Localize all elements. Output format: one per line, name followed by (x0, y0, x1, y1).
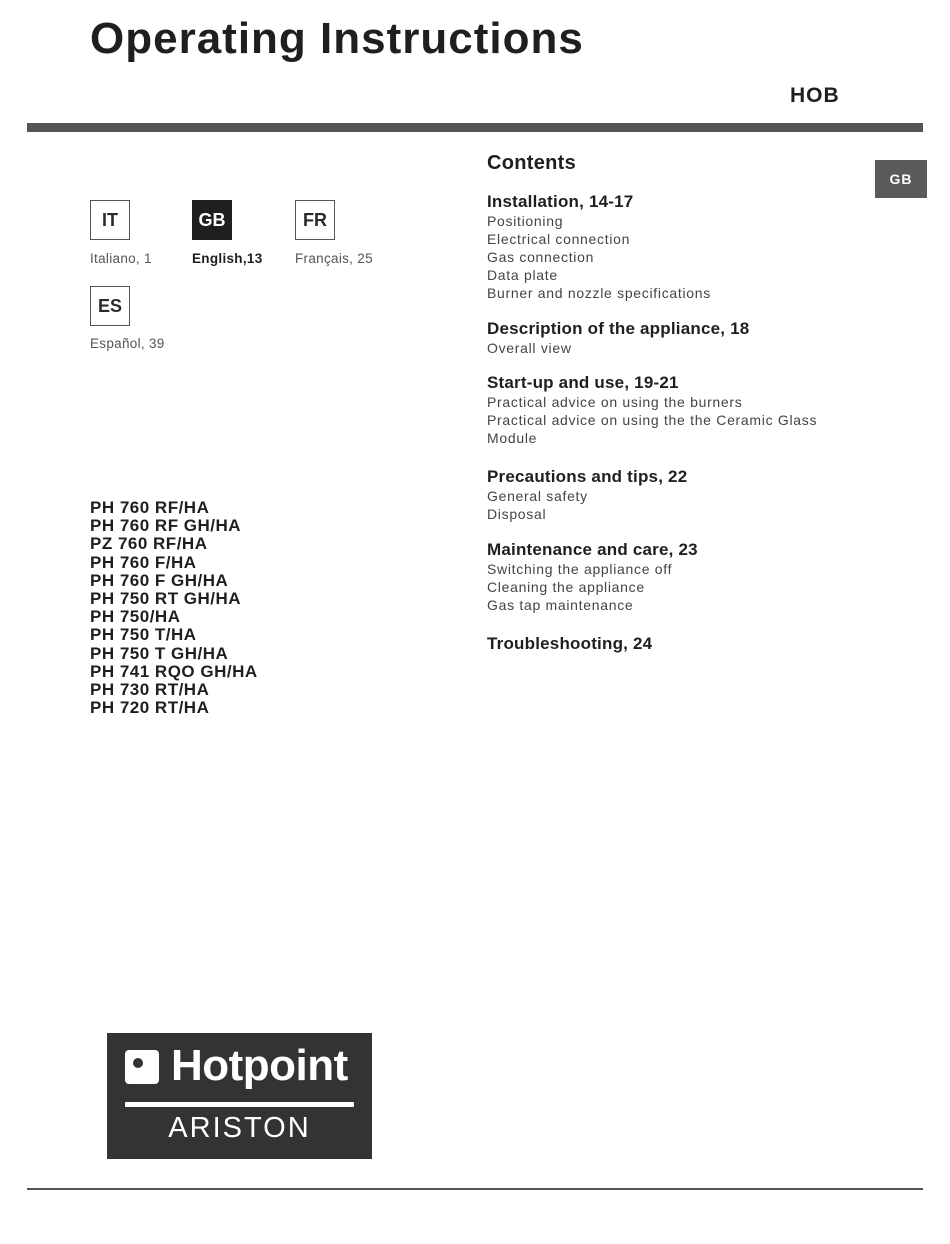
model-item: PH 741 RQO GH/HA (90, 661, 258, 681)
language-side-tab: GB (875, 160, 927, 198)
toc-item: General safety (487, 488, 588, 504)
logo-sub-text: ARISTON (168, 1112, 311, 1144)
toc-item: Module (487, 430, 538, 446)
toc-item: Electrical connection (487, 231, 631, 247)
model-item: PH 730 RT/HA (90, 680, 210, 700)
product-type: HOB (790, 84, 840, 107)
model-item: PZ 760 RF/HA (90, 534, 208, 554)
model-item: PH 760 F GH/HA (90, 570, 229, 590)
toc-item: Burner and nozzle specifications (487, 285, 711, 301)
lang-box-fr[interactable]: FR (295, 200, 335, 240)
toc-item: Data plate (487, 267, 558, 283)
toc-section-title[interactable]: Installation, 14-17 (487, 192, 634, 211)
toc-section-precautions (487, 467, 687, 523)
toc-item: Cleaning the appliance (487, 579, 645, 595)
top-divider (27, 123, 923, 132)
model-item: PH 750/HA (90, 607, 181, 627)
brand-logo (107, 1033, 372, 1159)
toc-section-title[interactable]: Start-up and use, 19-21 (487, 373, 679, 392)
model-item: PH 760 RF GH/HA (90, 516, 242, 536)
model-item: PH 750 T/HA (90, 625, 197, 645)
lang-label-gb: English,13 (192, 251, 263, 266)
toc-section-startup (487, 373, 817, 447)
bottom-divider (27, 1188, 923, 1190)
toc-item: Gas tap maintenance (487, 597, 634, 613)
lang-box-gb[interactable]: GB (192, 200, 232, 240)
toc-item: Switching the appliance off (487, 561, 673, 577)
logo-divider (125, 1102, 354, 1107)
toc-item: Practical advice on using the burners (487, 394, 743, 410)
model-item: PH 760 F/HA (90, 552, 197, 572)
toc-section-title[interactable]: Troubleshooting, 24 (487, 634, 653, 653)
lang-box-es[interactable]: ES (90, 286, 130, 326)
toc-section-description (487, 319, 749, 357)
toc-item: Positioning (487, 213, 564, 229)
toc-item: Disposal (487, 506, 547, 522)
lang-label-es: Español, 39 (90, 336, 165, 351)
logo-brand-text: Hotpoint (171, 1041, 348, 1090)
contents-heading: Contents (487, 152, 577, 174)
toc-item: Practical advice on using the the Ceramic Glass (487, 412, 818, 428)
lang-box-it[interactable]: IT (90, 200, 130, 240)
toc-section-maintenance (487, 540, 698, 614)
toc-item: Overall view (487, 340, 572, 356)
toc-section-troubleshooting (487, 634, 652, 654)
model-item: PH 720 RT/HA (90, 698, 210, 718)
toc-section-installation (487, 192, 711, 302)
lang-label-it: Italiano, 1 (90, 251, 152, 266)
toc-section-title[interactable]: Maintenance and care, 23 (487, 540, 698, 559)
toc-section-title[interactable]: Precautions and tips, 22 (487, 467, 688, 486)
model-item: PH 750 RT GH/HA (90, 589, 242, 609)
model-list (90, 499, 258, 717)
logo-mark-icon (125, 1050, 159, 1084)
toc-section-title[interactable]: Description of the appliance, 18 (487, 319, 750, 338)
toc-item: Gas connection (487, 249, 595, 265)
model-item: PH 760 RF/HA (90, 498, 210, 517)
document-title: Operating Instructions (90, 14, 584, 63)
model-item: PH 750 T GH/HA (90, 643, 229, 663)
lang-label-fr: Français, 25 (295, 251, 373, 266)
